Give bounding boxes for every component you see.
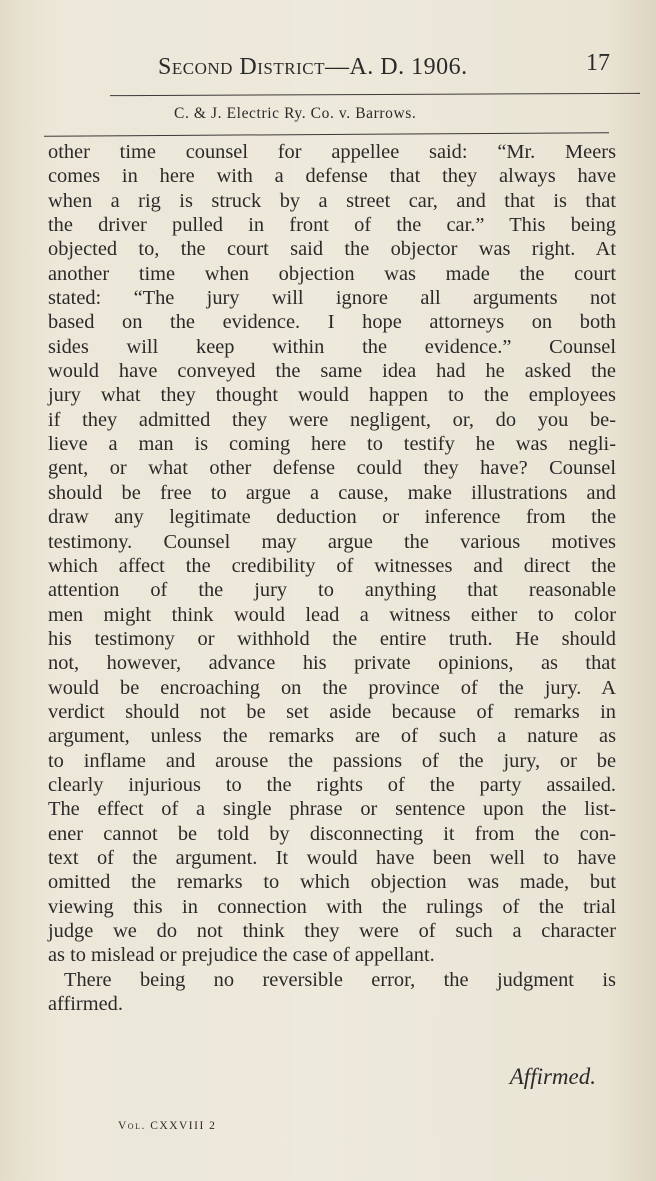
text-line: not, however, advance his private opinions, as that (48, 652, 616, 675)
text-line: comes in here with a defense that they always have (48, 165, 616, 188)
text-line: his testimony or withhold the entire truth. He should (48, 627, 616, 650)
text-line: the driver pulled in front of the car.” This being (48, 214, 616, 237)
disposition: Affirmed. (509, 1064, 596, 1089)
text-line: sides will keep within the evidence.” Counsel (48, 335, 616, 358)
text-line: There being no reversible error, the judgment is (64, 968, 616, 991)
text-line: viewing this in connection with the rulings of the trial (48, 895, 616, 918)
text-line: when a rig is struck by a street car, and that is that (48, 189, 616, 212)
text-line: should be free to argue a cause, make illustrations and (48, 481, 616, 504)
text-line: other time counsel for appellee said: “Mr. Meers (48, 141, 616, 163)
text-line: text of the argument. It would have been well to have (48, 846, 616, 869)
text-line: would be encroaching on the province of the jury. A (48, 676, 616, 699)
text-line: judge we do not think they were of such a character (48, 920, 616, 942)
text-line: would have conveyed the same idea had he asked the (48, 360, 616, 383)
text-line: as to mislead or prejudice the case of appellant. (48, 944, 435, 967)
text-line: if they admitted they were negligent, or, do you be- (48, 408, 616, 431)
signature-mark: Vol. CXXVIII 2 (118, 1120, 217, 1132)
text-line: jury what they thought would happen to the employees (48, 384, 616, 407)
text-line: which affect the credibility of witnesses and direct the (48, 554, 616, 577)
text-line: clearly injurious to the rights of the party assailed. (48, 773, 616, 796)
text-line: gent, or what other defense could they have? Counsel (48, 457, 616, 480)
page-number: 17 (586, 50, 610, 76)
text-line: verdict should not be set aside because of remarks in (48, 700, 616, 723)
text-line: to inflame and arouse the passions of the jury, or be (48, 749, 616, 772)
text-line: argument, unless the remarks are of such a nature as (48, 725, 616, 748)
text-line: stated: “The jury will ignore all arguments not (48, 287, 616, 310)
text-line: men might think would lead a witness either to color (48, 603, 616, 626)
text-line: attention of the jury to anything that reasonable (48, 579, 616, 602)
text-line: draw any legitimate deduction or inference from the (48, 506, 616, 529)
case-caption: C. & J. Electric Ry. Co. v. Barrows. (174, 105, 417, 122)
text-line: The effect of a single phrase or sentence upon the list- (48, 798, 616, 821)
opinion-text (48, 140, 616, 1016)
text-line: affirmed. (48, 993, 123, 1016)
text-line: ener cannot be told by disconnecting it from the con- (48, 822, 616, 845)
header-rule-top (110, 93, 640, 96)
text-line: testimony. Counsel may argue the various motives (48, 530, 616, 553)
running-head: Second District—A. D. 1906. (158, 54, 468, 80)
text-line: objected to, the court said the objector was right. At (48, 238, 616, 261)
header-rule-bottom (44, 132, 609, 136)
text-line: omitted the remarks to which objection was made, but (48, 871, 616, 894)
text-line: lieve a man is coming here to testify he was negli- (48, 433, 616, 456)
text-line: based on the evidence. I hope attorneys on both (48, 311, 616, 334)
text-line: another time when objection was made the court (48, 262, 616, 285)
